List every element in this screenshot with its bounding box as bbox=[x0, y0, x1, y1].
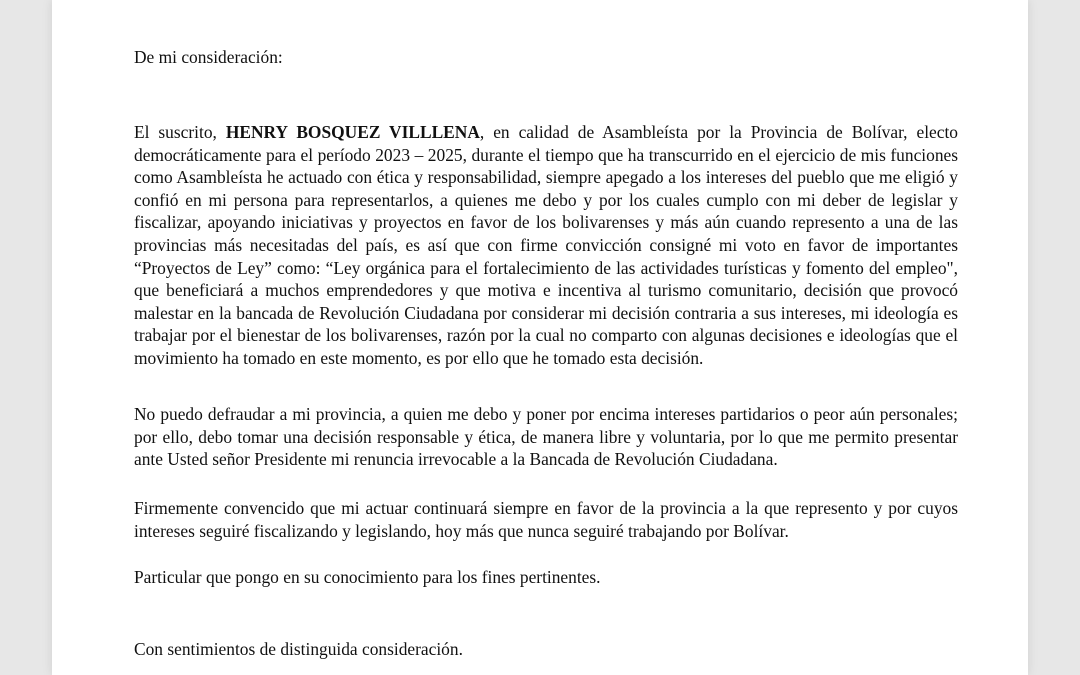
paragraph-resignation: No puedo defraudar a mi provincia, a quien me debo y poner por encima intereses partidarios o peor aún personales; por ello, debo tomar una decisión responsable y ética, de manera libre y voluntaria, por lo que me permito presentar ante Usted señor Presidente mi renuncia irrevocable a la Bancada de Revolución Ciudadana. bbox=[134, 404, 958, 470]
greeting: De mi consideración: bbox=[134, 47, 283, 67]
closing-line: Con sentimientos de distinguida consideración. bbox=[134, 639, 463, 659]
document-page bbox=[52, 0, 1028, 675]
paragraph-introduction bbox=[134, 121, 958, 370]
intro-prefix: El suscrito, bbox=[134, 122, 226, 142]
paragraph-notice: Particular que pongo en su conocimiento para los fines pertinentes. bbox=[134, 567, 601, 587]
intro-body: , en calidad de Asambleísta por la Provincia de Bolívar, electo democráticamente para el período 2023 – 2025, durante el tiempo que ha transcurrido en el ejercicio de mis funciones como Asambleísta he actuado con ética y responsabilidad, siempre apegado a los intereses del pueblo que me eligió y confió en mi persona para representarlos, a quienes me debo y por los cuales cumplo con mi deber de legislar y fiscalizar, apoyando iniciativas y proyectos en favor de los bolivarenses y más aún cuando represento a una de las provincias más necesitadas del país, es así que con firme convicción consigné mi voto en favor de importantes “Proyectos de Ley” como: “Ley orgánica para el fortalecimiento de las actividades turísticas y fomento del empleo", que beneficiará a muchos emprendedores y que motiva e incentiva al turismo comunitario, decisión que provocó malestar en la bancada de Revolución Ciudadana por considerar mi decisión contraria a sus intereses, mi ideología es trabajar por el bienestar de los bolivarenses, razón por la cual no comparto con algunas decisiones e ideologías que el movimiento ha tomado en este momento, es por ello que he tomado esta decisión. bbox=[134, 122, 958, 368]
paragraph-commitment: Firmemente convencido que mi actuar continuará siempre en favor de la provincia a la que represento y por cuyos intereses seguiré fiscalizando y legislando, hoy más que nunca seguiré trabajando por Bolívar. bbox=[134, 498, 958, 541]
author-name: HENRY BOSQUEZ VILLLENA bbox=[225, 122, 480, 142]
